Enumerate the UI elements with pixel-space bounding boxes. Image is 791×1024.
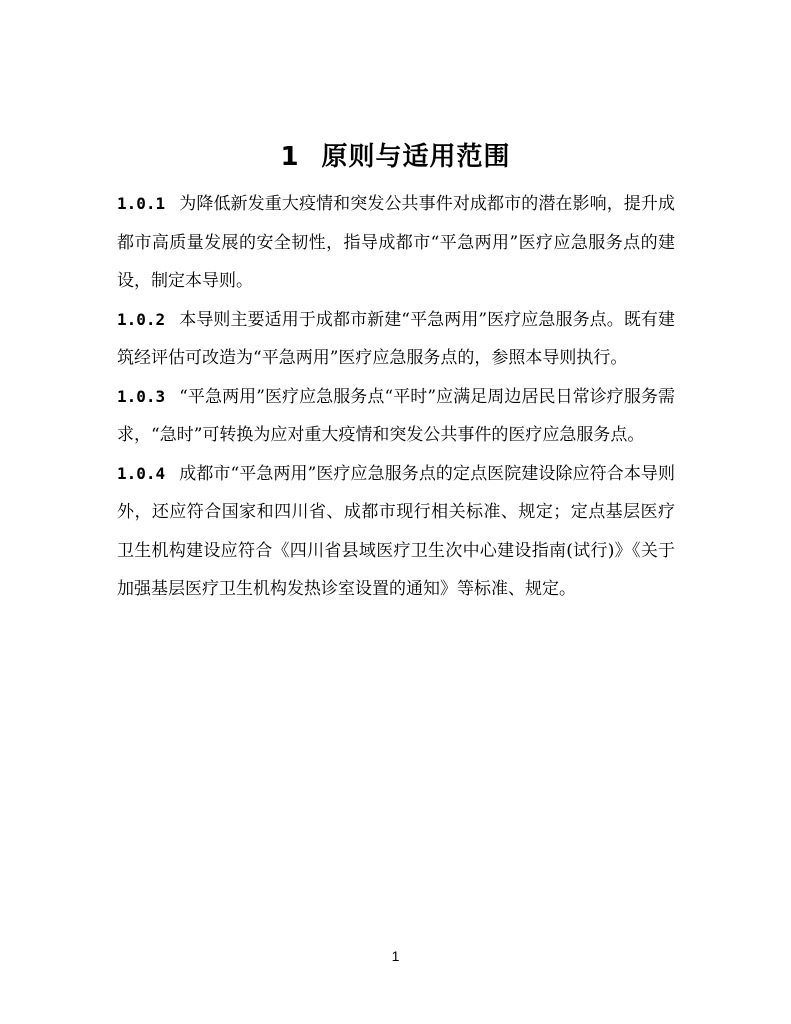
clause-text: 成都市“平急两用”医疗应急服务点的定点医院建设除应符合本导则外，还应符合国家和四川省、成都市现行相关标准、规定；定点基层医疗卫生机构建设应符合《四川省县域医疗卫生次中心建设指南(试行)》《关于加强基层医疗卫生机构发热诊室设置的通知》等标准、规定。 [117,463,675,599]
clause-number: 1.0.1 [117,194,166,213]
clause-text: 本导则主要适用于成都市新建“平急两用”医疗应急服务点。既有建筑经评估可改造为“平急两用”医疗应急服务点的，参照本导则执行。 [117,309,675,368]
clause-1-0-1 [117,185,675,301]
clause-text: 为降低新发重大疫情和突发公共事件对成都市的潜在影响，提升成都市高质量发展的安全韧性，指导成都市“平急两用”医疗应急服务点的建设，制定本导则。 [117,194,675,291]
clause-1-0-3 [117,378,675,455]
chapter-title: 原则与适用范围 [321,142,511,173]
clause-1-0-4 [117,455,675,609]
document-body [117,185,675,609]
clause-number: 1.0.3 [117,386,166,406]
clause-number: 1.0.4 [117,463,166,483]
chapter-number: 1 [280,142,300,173]
page-number: 1 [391,948,400,964]
clause-1-0-2 [117,301,675,378]
clause-number: 1.0.2 [117,309,166,329]
clause-text: “平急两用”医疗应急服务点“平时”应满足周边居民日常诊疗服务需求，“急时”可转换为应对重大疫情和突发公共事件的医疗应急服务点。 [117,386,675,445]
chapter-heading [0,135,791,179]
